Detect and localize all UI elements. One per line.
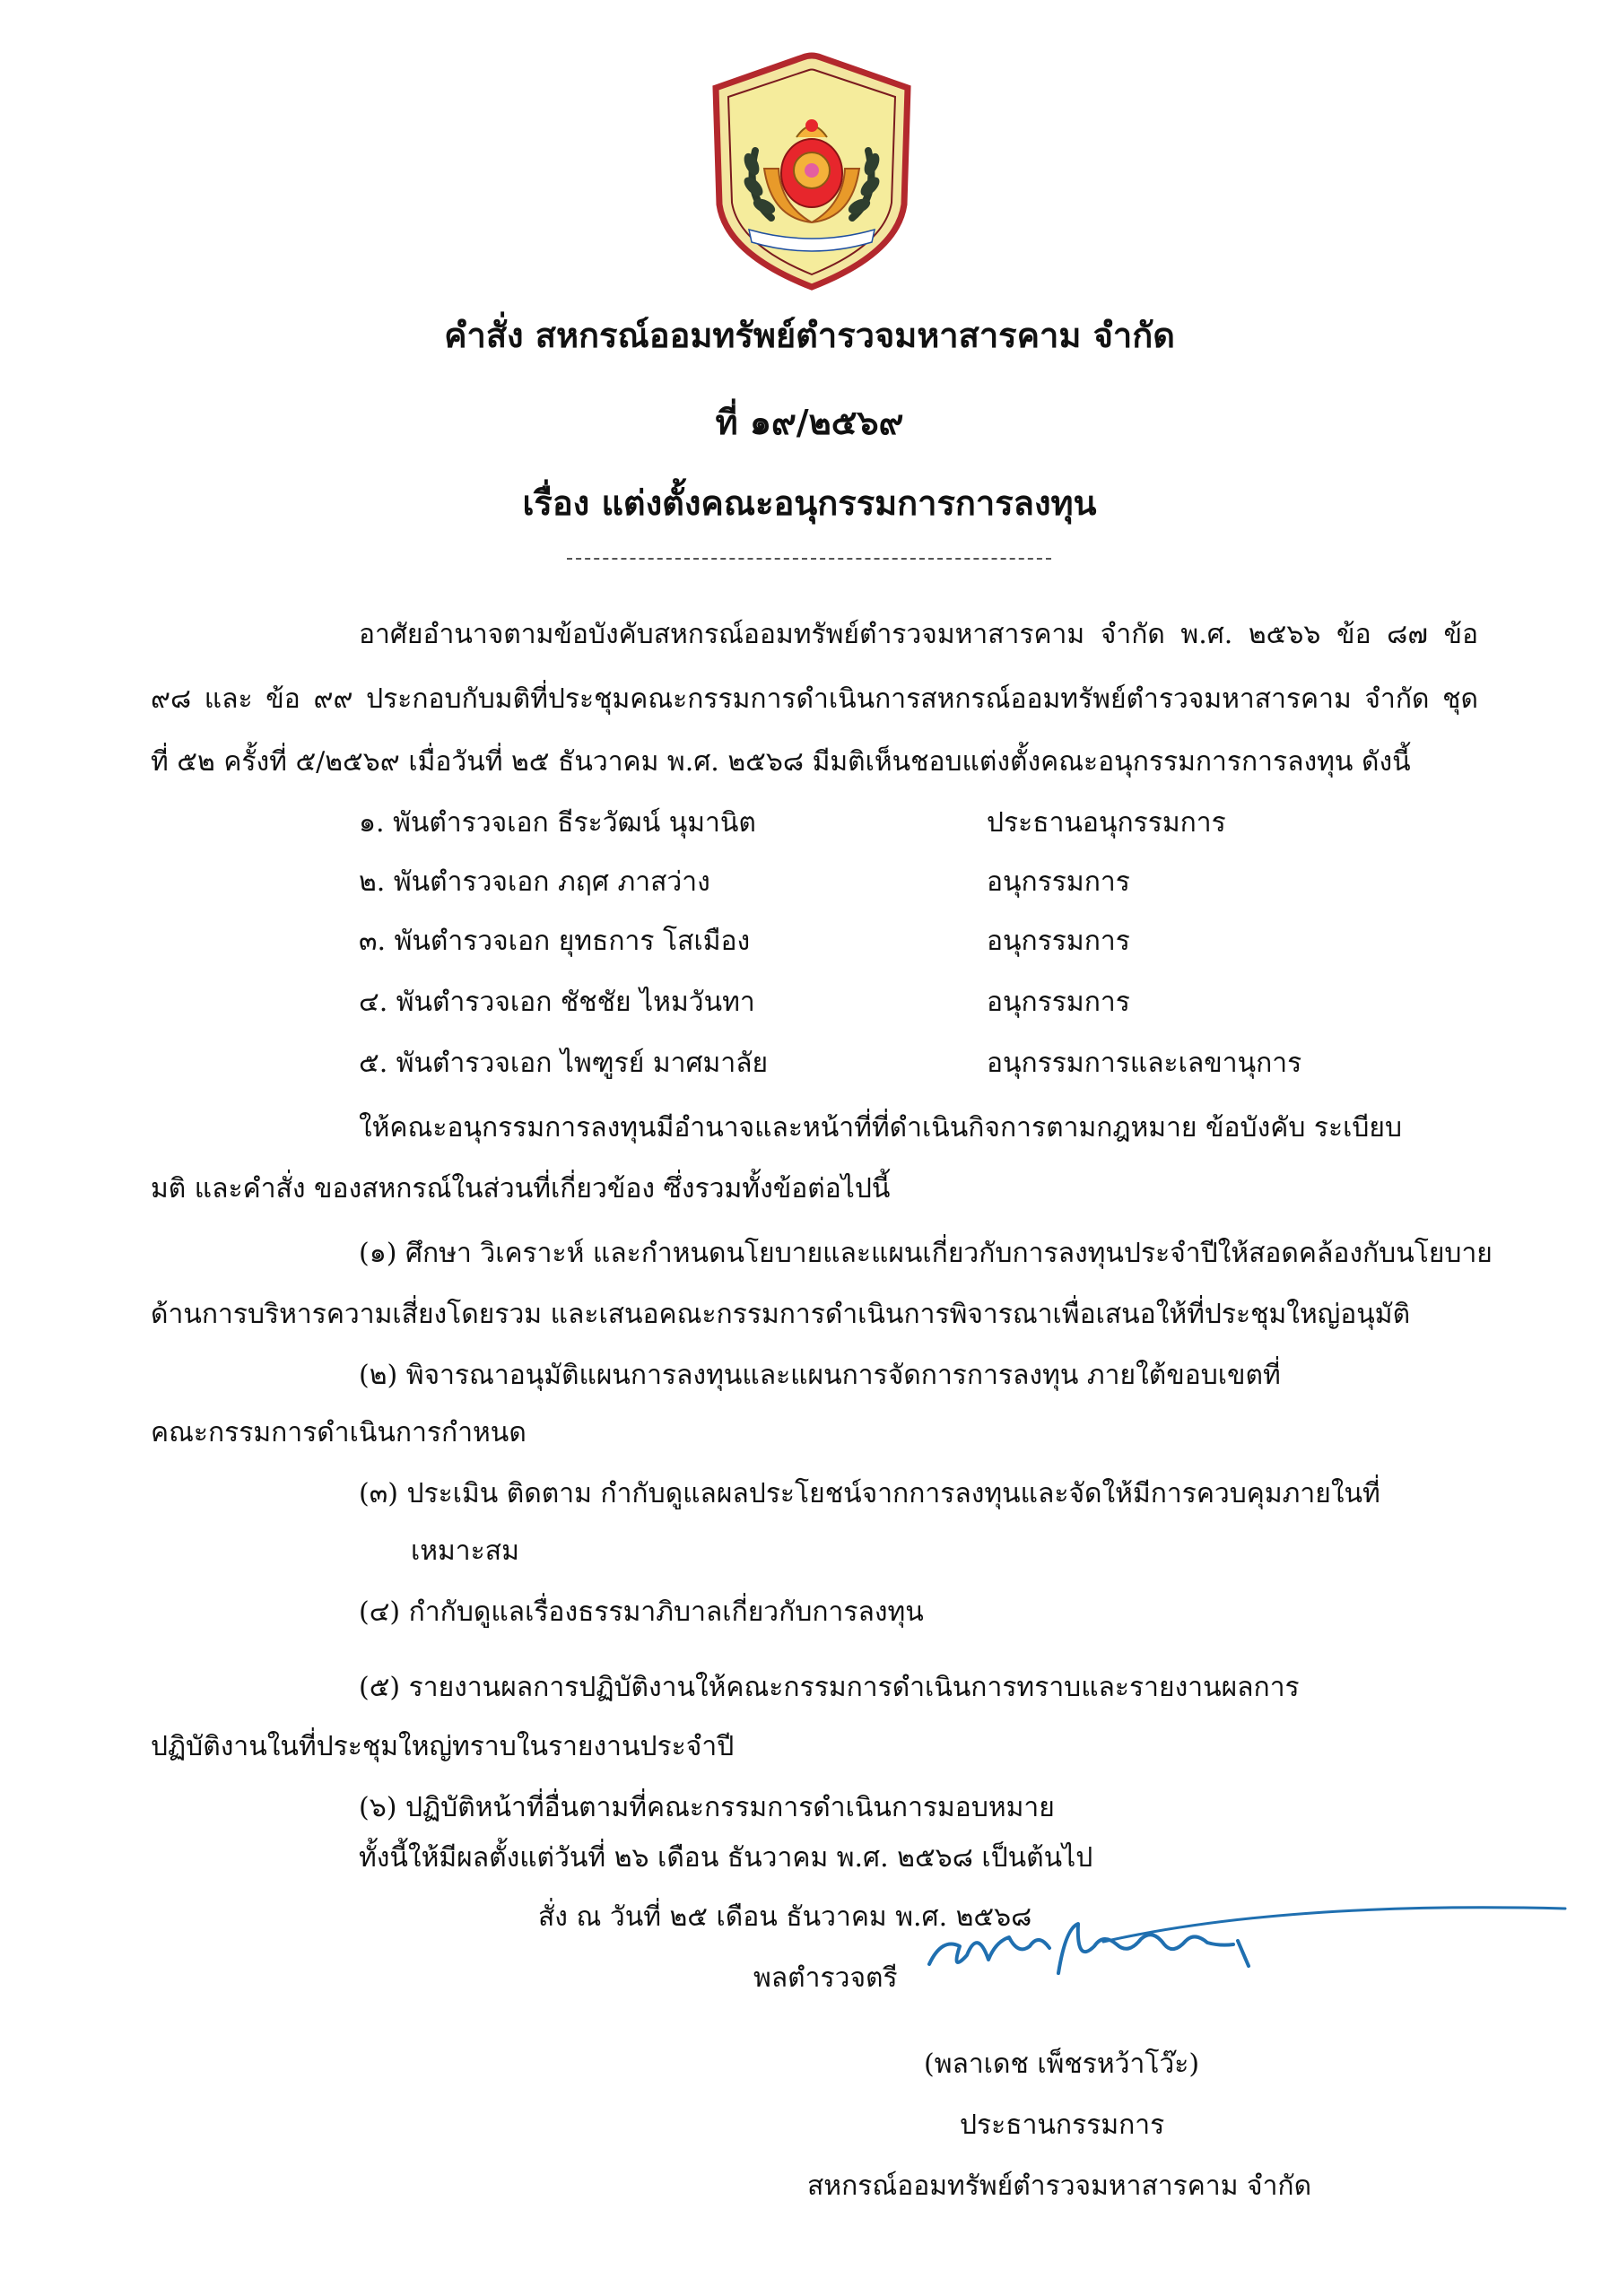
member-1-name: ๑. พันตำรวจเอก ธีระวัฒน์ นุมานิต: [359, 807, 756, 839]
duty-3-line-1: (๓) ประเมิน ติดตาม กำกับดูแลผลประโยชน์จากการลงทุนและจัดให้มีการควบคุมภายในที่: [359, 1478, 1380, 1509]
handwritten-signature: [924, 1892, 1570, 1991]
ordered-date-text: สั่ง ณ วันที่ ๒๕ เดือน ธันวาคม พ.ศ. ๒๕๖๘: [538, 1901, 1032, 1933]
cooperative-emblem-logo: [709, 52, 915, 294]
duty-4-line-1: (๔) กำกับดูแลเรื่องธรรมาภิบาลเกี่ยวกับการลงทุน: [359, 1596, 924, 1628]
member-3-name: ๓. พันตำรวจเอก ยุทธการ โสเมือง: [359, 926, 751, 957]
member-2-name: ๒. พันตำรวจเอก ภฤศ ภาสว่าง: [359, 866, 710, 898]
intro-line-3: ที่ ๕๒ ครั้งที่ ๕/๒๕๖๙ เมื่อวันที่ ๒๕ ธันวาคม พ.ศ. ๒๕๖๘ มีมติเห็นชอบแต่งตั้งคณะอนุกรรมการการลงทุน ดังนี้: [151, 746, 1411, 778]
member-4-role: อนุกรรมการ: [987, 987, 1130, 1018]
duty-2-line-1: (๒) พิจารณาอนุมัติแผนการลงทุนและแผนการจัดการการลงทุน ภายใต้ขอบเขตที่: [359, 1360, 1281, 1391]
duties-intro-line-1: ให้คณะอนุกรรมการลงทุนมีอำนาจและหน้าที่ที่ดำเนินกิจการตามกฎหมาย ข้อบังคับ ระเบียบ: [359, 1112, 1403, 1144]
duty-3-line-2: เหมาะสม: [411, 1535, 519, 1567]
signer-position: ประธานกรรมการ: [960, 2109, 1165, 2141]
member-5-name: ๕. พันตำรวจเอก ไพฑูรย์ มาศมาลัย: [359, 1048, 769, 1079]
intro-line-2: ๙๘ และ ข้อ ๙๙ ประกอบกับมติที่ประชุมคณะกรรมการดำเนินการสหกรณ์ออมทรัพย์ตำรวจมหาสารคาม จำกัด ชุด: [151, 683, 1478, 715]
duty-1-line-1: (๑) ศึกษา วิเคราะห์ และกำหนดนโยบายและแผนเกี่ยวกับการลงทุนประจำปีให้สอดคล้องกับนโยบาย: [359, 1238, 1493, 1269]
signer-name: (พลาเดช เพ็ชรหว้าโว๊ะ): [924, 2048, 1200, 2080]
member-3-role: อนุกรรมการ: [987, 926, 1130, 957]
member-4-name: ๔. พันตำรวจเอก ชัชชัย ไหมวันทา: [359, 987, 755, 1018]
member-5-role: อนุกรรมการและเลขานุการ: [987, 1048, 1302, 1079]
intro-line-1: อาศัยอำนาจตามข้อบังคับสหกรณ์ออมทรัพย์ตำรวจมหาสารคาม จำกัด พ.ศ. ๒๕๖๖ ข้อ ๘๗ ข้อ: [359, 619, 1478, 650]
order-subject: เรื่อง แต่งตั้งคณะอนุกรรมการการลงทุน: [522, 483, 1097, 523]
duty-5-line-2: ปฏิบัติงานในที่ประชุมใหญ่ทราบในรายงานประจำปี: [151, 1731, 735, 1762]
duties-intro-line-2: มติ และคำสั่ง ของสหกรณ์ในส่วนที่เกี่ยวข้อง ซึ่งรวมทั้งข้อต่อไปนี้: [151, 1173, 891, 1205]
signer-rank: พลตำรวจตรี: [753, 1962, 898, 1994]
signer-organization: สหกรณ์ออมทรัพย์ตำรวจมหาสารคาม จำกัด: [807, 2170, 1312, 2202]
duty-2-line-2: คณะกรรมการดำเนินการกำหนด: [151, 1417, 527, 1448]
duty-5-line-1: (๕) รายงานผลการปฏิบัติงานให้คณะกรรมการดำเนินการทราบและรายงานผลการ: [359, 1672, 1300, 1703]
member-2-role: อนุกรรมการ: [987, 866, 1130, 898]
separator-line: [567, 558, 1051, 560]
order-title: คำสั่ง สหกรณ์ออมทรัพย์ตำรวจมหาสารคาม จำกัด: [444, 315, 1175, 355]
effective-date-text: ทั้งนี้ให้มีผลตั้งแต่วันที่ ๒๖ เดือน ธันวาคม พ.ศ. ๒๕๖๘ เป็นต้นไป: [359, 1842, 1093, 1874]
duty-1-line-2: ด้านการบริหารความเสี่ยงโดยรวม และเสนอคณะกรรมการดำเนินการพิจารณาเพื่อเสนอให้ที่ประชุมใหญ่อนุมัติ: [151, 1299, 1411, 1330]
member-1-role: ประธานอนุกรรมการ: [987, 807, 1226, 839]
order-number: ที่ ๑๙/๒๕๖๙: [715, 402, 904, 442]
duty-6-line-1: (๖) ปฏิบัติหน้าที่อื่นตามที่คณะกรรมการดำเนินการมอบหมาย: [359, 1792, 1055, 1823]
